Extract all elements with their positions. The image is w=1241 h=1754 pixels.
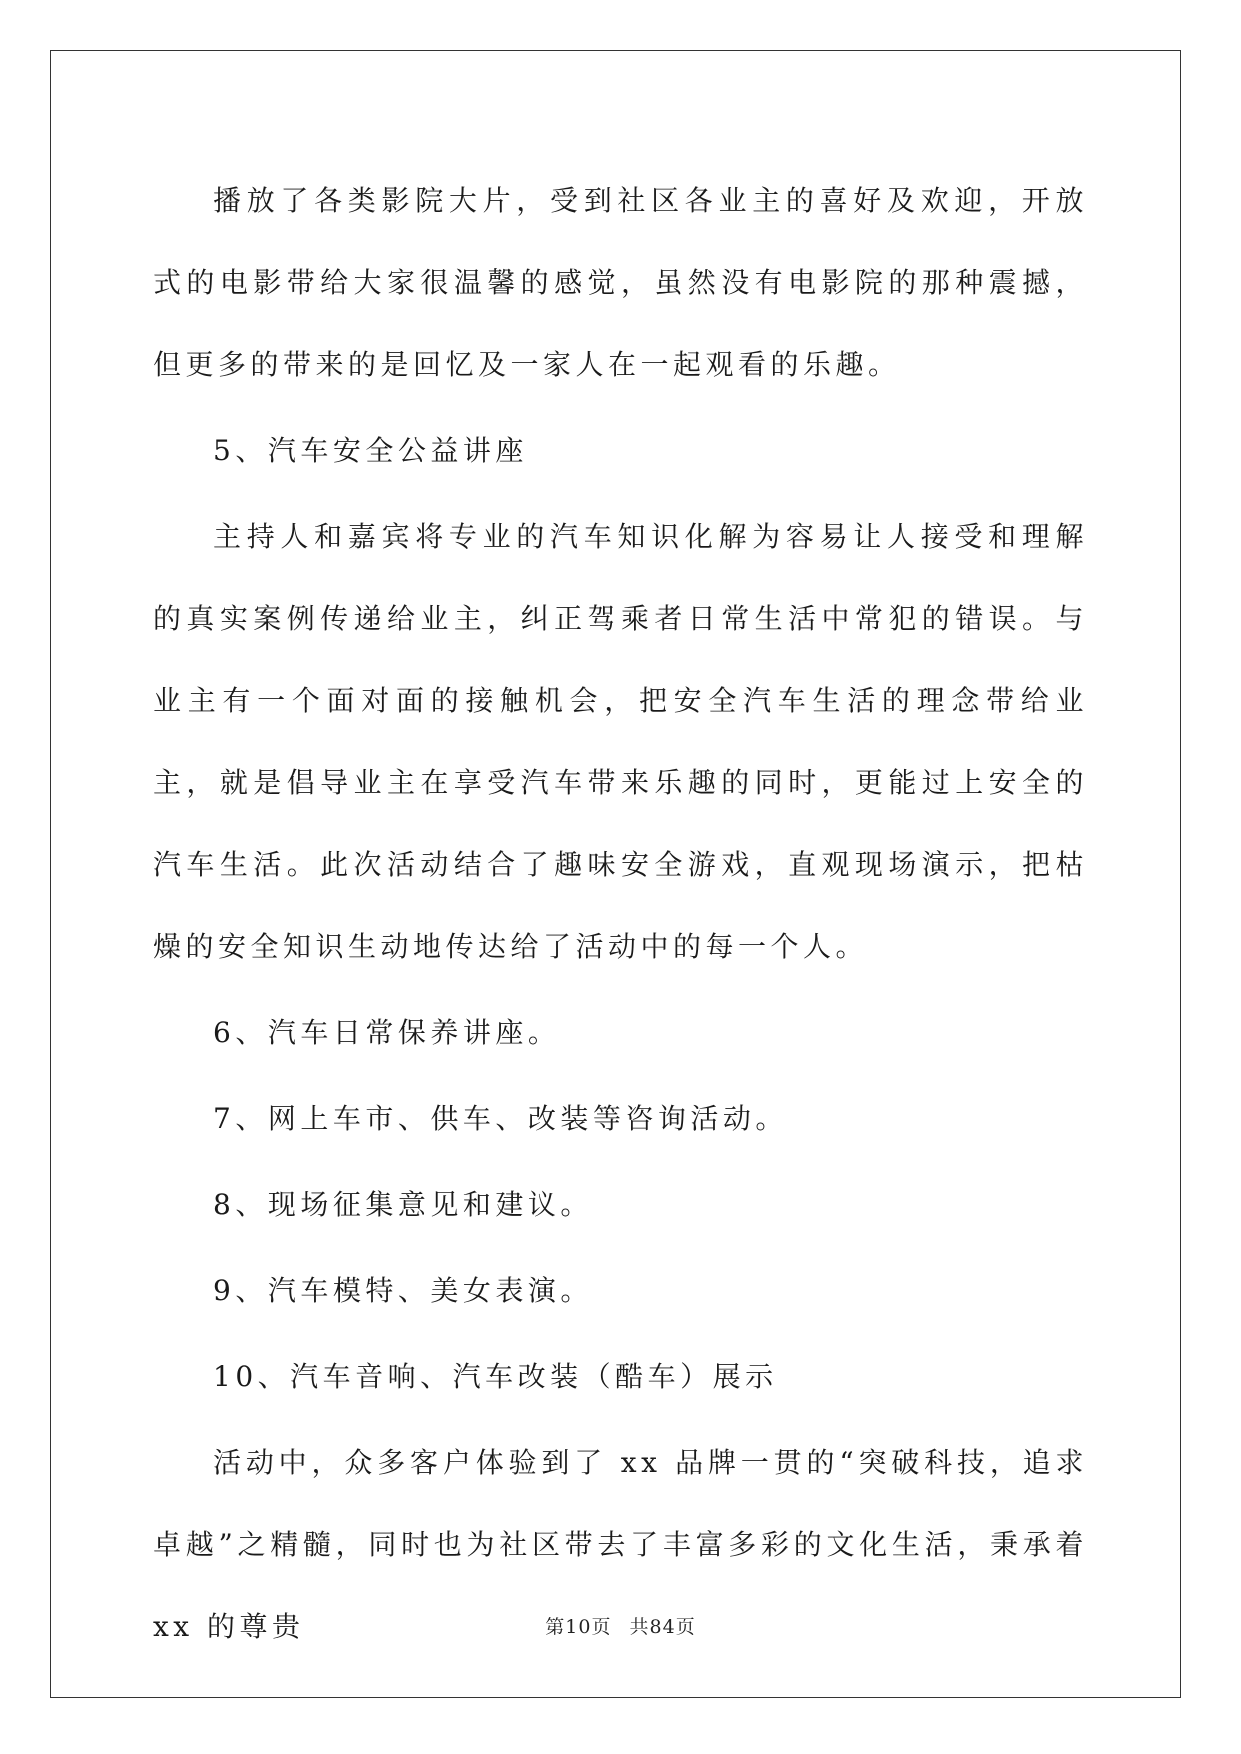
paragraph-2: 5、汽车安全公益讲座 [213,434,528,467]
paragraph-4: 6、汽车日常保养讲座。 [213,1016,561,1049]
page-number: 10 [565,1616,592,1638]
paragraph-7: 9、汽车模特、美女表演。 [213,1274,593,1307]
page-footer [0,1612,1241,1639]
page-label-suffix: 页 [591,1616,612,1638]
paragraph-8: 10、汽车音响、汽车改装（酷车）展示 [213,1360,778,1393]
total-pages: 84 [649,1616,676,1638]
page-label-prefix: 第 [545,1616,566,1638]
total-label-suffix: 页 [675,1616,696,1638]
document-body [153,160,1088,1672]
paragraph-3: 主持人和嘉宾将专业的汽车知识化解为容易让人接受和理解的真实案例传递给业主，纠正驾乘者日常生活中常犯的错误。与业主有一个面对面的接触机会，把安全汽车生活的理念带给业主，就是倡导业主在享受汽车带来乐趣的同时，更能过上安全的汽车生活。此次活动结合了趣味安全游戏，直观现场演示，把枯燥的安全知识生动地传达给了活动中的每一个人。 [153,520,1088,963]
paragraph-9: 活动中，众多客户体验到了 xx 品牌一贯的“突破科技，追求卓越”之精髓，同时也为社区带去了丰富多彩的文化生活，秉承着 xx 的尊贵 [153,1446,1088,1643]
total-label-prefix: 共 [629,1616,650,1638]
paragraph-5: 7、网上车市、供车、改装等咨询活动。 [213,1102,788,1135]
paragraph-1: 播放了各类影院大片，受到社区各业主的喜好及欢迎，开放式的电影带给大家很温馨的感觉，虽然没有电影院的那种震撼，但更多的带来的是回忆及一家人在一起观看的乐趣。 [153,184,1088,381]
paragraph-6: 8、现场征集意见和建议。 [213,1188,593,1221]
